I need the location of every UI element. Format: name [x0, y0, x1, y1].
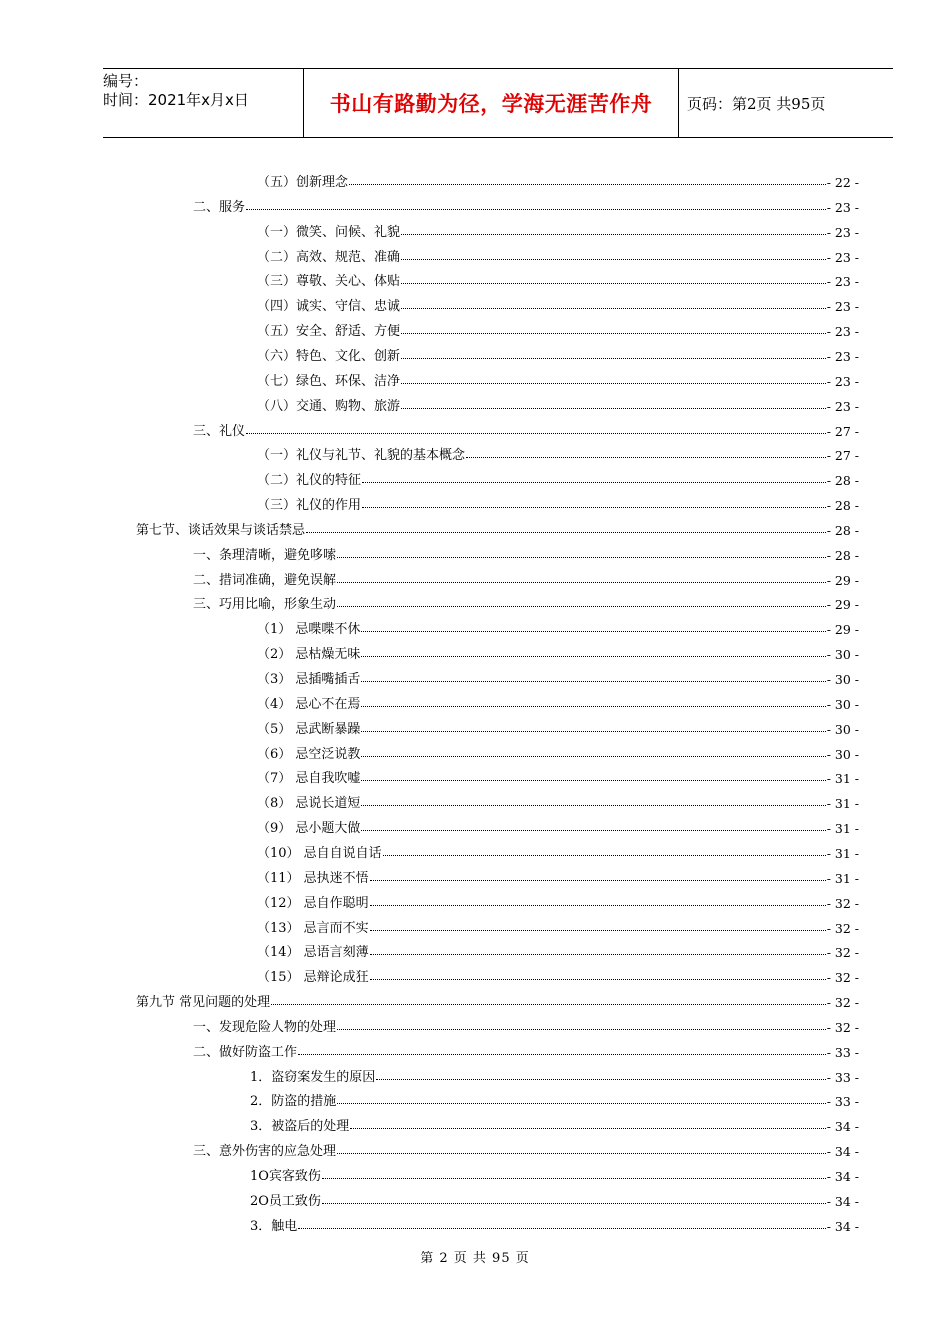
toc-entry-page: - 30 - — [826, 672, 859, 687]
toc-dot-leader — [350, 1128, 825, 1129]
toc-dot-leader — [349, 184, 826, 185]
toc-entry-title: （2） 忌枯燥无味 — [257, 647, 361, 663]
toc-entry[interactable] — [257, 342, 859, 364]
toc-entry-page: - 29 - — [826, 622, 859, 638]
toc-entry-title: （五）创新理念 — [257, 175, 349, 190]
toc-entry-title: （14） 忌语言刻薄 — [257, 945, 369, 961]
toc-entry[interactable] — [193, 193, 859, 215]
toc-entry-page: - 34 - — [826, 1119, 859, 1135]
toc-entry[interactable] — [193, 1038, 859, 1060]
toc-entry-title: （13） 忌言而不实 — [257, 920, 369, 936]
toc-entry[interactable] — [257, 963, 859, 985]
toc-entry-page: - 34 - — [826, 1193, 859, 1209]
document-number-label: 编号： — [103, 72, 149, 90]
toc-entry-title: 第七节、谈话效果与谈话禁忌 — [136, 522, 306, 538]
toc-dot-leader — [401, 383, 826, 384]
toc-dot-leader — [361, 631, 825, 632]
toc-entry-title: 1O宾客致伤 — [250, 1169, 321, 1184]
toc-entry-page: - 33 - — [826, 1044, 859, 1060]
toc-dot-leader — [246, 209, 826, 210]
toc-dot-leader — [361, 731, 825, 732]
toc-entry[interactable] — [193, 541, 859, 563]
toc-entry-page: - 30 - — [826, 696, 859, 712]
toc-entry-page: - 28 - — [826, 498, 859, 514]
toc-entry-title: （一）礼仪与礼节、礼貌的基本概念 — [257, 448, 466, 464]
toc-entry[interactable] — [257, 740, 859, 762]
toc-dot-leader — [370, 905, 826, 906]
toc-dot-leader — [401, 283, 826, 284]
toc-entry-page: - 31 - — [826, 845, 859, 861]
toc-dot-leader — [337, 1029, 826, 1030]
toc-entry[interactable] — [257, 764, 859, 786]
toc-dot-leader — [306, 532, 826, 533]
toc-entry-page: - 23 - — [826, 348, 859, 364]
toc-entry[interactable] — [250, 1087, 859, 1109]
page-footer: 第 2 页 共 95 页 — [420, 1251, 530, 1266]
toc-entry-title: （11） 忌执迷不悟 — [257, 870, 369, 886]
toc-dot-leader — [298, 1054, 826, 1055]
toc-dot-leader — [322, 1178, 826, 1179]
toc-dot-leader — [361, 681, 825, 682]
toc-dot-leader — [361, 805, 825, 806]
toc-entry-title: 二、做好防盗工作 — [193, 1044, 298, 1060]
toc-entry-page: - 32 - — [826, 920, 859, 936]
toc-dot-leader — [401, 259, 826, 260]
toc-entry[interactable] — [257, 292, 859, 314]
toc-entry-page: - 31 - — [826, 821, 859, 837]
toc-entry-page: - 27 - — [826, 423, 859, 439]
toc-dot-leader — [361, 756, 825, 757]
toc-entry-title: （8） 忌说长道短 — [257, 796, 361, 812]
toc-entry-page: - 34 - — [826, 1144, 859, 1160]
toc-entry-title: （1） 忌喋喋不休 — [257, 622, 361, 638]
toc-entry-title: 二、服务 — [193, 199, 246, 215]
toc-dot-leader — [401, 308, 826, 309]
toc-dot-leader — [370, 954, 826, 955]
toc-entry-page: - 33 - — [826, 1094, 859, 1110]
page-header — [103, 68, 893, 138]
toc-dot-leader — [401, 333, 826, 334]
toc-entry[interactable] — [193, 566, 859, 588]
toc-entry[interactable] — [257, 267, 859, 289]
toc-entry-page: - 31 - — [826, 796, 859, 812]
header-page-info: 页码：第2页 共95页 — [687, 94, 826, 113]
toc-dot-leader — [401, 408, 826, 409]
toc-entry-page: - 34 - — [826, 1218, 859, 1234]
toc-entry-page: - 30 - — [826, 746, 859, 762]
toc-entry-page: - 22 - — [826, 175, 859, 190]
toc-entry-title: 二、措词准确，避免误解 — [193, 572, 337, 588]
toc-dot-leader — [370, 979, 826, 980]
toc-dot-leader — [337, 557, 826, 558]
toc-entry[interactable] — [257, 839, 859, 861]
toc-entry-title: （3） 忌插嘴插舌 — [257, 672, 361, 687]
toc-entry-page: - 30 - — [826, 721, 859, 737]
toc-entry-page: - 23 - — [826, 398, 859, 414]
toc-entry[interactable] — [257, 317, 859, 339]
toc-entry-title: （5） 忌武断暴躁 — [257, 721, 361, 737]
toc-entry-title: （4） 忌心不在焉 — [257, 696, 361, 712]
toc-entry-title: 2O员工致伤 — [250, 1193, 321, 1209]
toc-entry-title: （四）诚实、守信、忠诚 — [257, 299, 401, 315]
toc-entry-title: （6） 忌空泛说教 — [257, 746, 361, 762]
toc-entry[interactable] — [257, 864, 859, 886]
toc-entry-page: - 29 - — [826, 597, 859, 613]
toc-dot-leader — [401, 358, 826, 359]
toc-dot-leader — [246, 433, 826, 434]
toc-entry[interactable] — [257, 168, 859, 190]
toc-entry-page: - 23 - — [826, 199, 859, 215]
toc-entry-title: 一、发现危险人物的处理 — [193, 1019, 337, 1035]
toc-dot-leader — [370, 880, 826, 881]
toc-dot-leader — [362, 482, 826, 483]
toc-entry-title: （七）绿色、环保、洁净 — [257, 373, 401, 389]
toc-entry[interactable] — [257, 814, 859, 836]
toc-entry-title: （五）安全、舒适、方便 — [257, 324, 401, 340]
toc-dot-leader — [361, 830, 825, 831]
toc-dot-leader — [370, 930, 826, 931]
toc-entry-title: （二）礼仪的特征 — [257, 473, 362, 489]
toc-entry-page: - 29 - — [826, 572, 859, 588]
toc-dot-leader — [337, 582, 826, 583]
toc-entry-title: 三、巧用比喻，形象生动 — [193, 597, 337, 613]
toc-entry[interactable] — [250, 1187, 859, 1209]
toc-entry-page: - 23 - — [826, 249, 859, 265]
toc-entry-page: - 31 - — [826, 870, 859, 886]
toc-entry[interactable] — [250, 1063, 859, 1085]
toc-entry[interactable] — [250, 1212, 859, 1234]
toc-entry[interactable] — [257, 218, 859, 240]
toc-entry[interactable] — [257, 392, 859, 414]
toc-entry-title: （六）特色、文化、创新 — [257, 348, 401, 364]
toc-entry[interactable] — [257, 243, 859, 265]
toc-entry-title: 3．被盗后的处理 — [250, 1119, 350, 1135]
toc-entry[interactable] — [257, 665, 859, 687]
toc-entry[interactable] — [193, 1013, 859, 1035]
toc-entry-page: - 32 - — [826, 1019, 859, 1035]
toc-entry-title: 三、意外伤害的应急处理 — [193, 1144, 337, 1160]
toc-entry[interactable] — [257, 914, 859, 936]
toc-entry-page: - 32 - — [826, 995, 859, 1011]
toc-entry-page: - 31 - — [826, 771, 859, 787]
toc-entry-title: （八）交通、购物、旅游 — [257, 398, 401, 414]
toc-entry-page: - 30 - — [826, 647, 859, 663]
toc-entry[interactable] — [193, 590, 859, 612]
toc-entry-title: （一）微笑、问候、礼貌 — [257, 224, 401, 240]
toc-entry[interactable] — [257, 441, 859, 463]
toc-dot-leader — [271, 1004, 826, 1005]
toc-entry[interactable] — [257, 491, 859, 513]
toc-entry-page: - 23 - — [826, 373, 859, 389]
toc-entry-title: （二）高效、规范、准确 — [257, 249, 401, 265]
toc-entry-title: （7） 忌自我吹嘘 — [257, 771, 361, 787]
toc-entry-page: - 32 - — [826, 945, 859, 961]
toc-entry[interactable] — [250, 1112, 859, 1134]
toc-dot-leader — [337, 606, 826, 607]
toc-entry[interactable] — [257, 466, 859, 488]
toc-dot-leader — [362, 507, 826, 508]
toc-dot-leader — [337, 1103, 825, 1104]
toc-dot-leader — [337, 1153, 826, 1154]
toc-entry-page: - 23 - — [826, 299, 859, 315]
toc-entry-title: 一、条理清晰，避免哆嗦 — [193, 547, 337, 563]
toc-entry-page: - 23 - — [826, 224, 859, 240]
toc-entry[interactable] — [257, 367, 859, 389]
toc-entry[interactable] — [136, 516, 859, 538]
toc-entry-title: 第九节 常见问题的处理 — [136, 995, 271, 1011]
toc-entry[interactable] — [136, 988, 859, 1010]
toc-entry-page: - 23 - — [826, 274, 859, 290]
toc-entry[interactable] — [257, 715, 859, 737]
toc-entry-page: - 32 - — [826, 895, 859, 911]
toc-dot-leader — [361, 780, 825, 781]
toc-entry[interactable] — [257, 615, 859, 637]
toc-entry-page: - 28 - — [826, 473, 859, 489]
toc-dot-leader — [322, 1203, 826, 1204]
toc-entry-title: 3．触电 — [250, 1218, 298, 1234]
toc-entry-page: - 27 - — [826, 448, 859, 464]
toc-entry[interactable] — [193, 417, 859, 439]
toc-entry-title: （15） 忌辩论成狂 — [257, 970, 369, 986]
toc-entry[interactable] — [250, 1162, 859, 1184]
toc-dot-leader — [401, 234, 826, 235]
toc-entry-page: - 33 - — [826, 1069, 859, 1085]
header-page-cell — [679, 69, 893, 137]
header-motto: 书山有路勤为径，学海无涯苦作舟 — [329, 91, 653, 116]
toc-entry-title: （9） 忌小题大做 — [257, 821, 361, 837]
toc-entry-page: - 28 - — [826, 547, 859, 563]
toc-entry[interactable] — [257, 938, 859, 960]
toc-entry-page: - 34 - — [826, 1169, 859, 1184]
toc-entry-title: （12） 忌自作聪明 — [257, 895, 369, 911]
toc-entry-page: - 28 - — [826, 522, 859, 538]
toc-dot-leader — [361, 656, 825, 657]
toc-entry-title: （三）尊敬、关心、体贴 — [257, 274, 401, 290]
toc-entry-page: - 32 - — [826, 970, 859, 986]
toc-entry[interactable] — [257, 789, 859, 811]
header-meta — [103, 69, 303, 137]
toc-entry-title: 三、礼仪 — [193, 423, 246, 439]
toc-entry[interactable] — [193, 1137, 859, 1159]
toc-entry-title: （10） 忌自自说自话 — [257, 845, 382, 861]
toc-entry[interactable] — [257, 889, 859, 911]
toc-entry-title: （三）礼仪的作用 — [257, 498, 362, 514]
toc-dot-leader — [376, 1079, 825, 1080]
toc-entry[interactable] — [257, 640, 859, 662]
toc-dot-leader — [466, 457, 826, 458]
document-date: 时间：2021年x月x日 — [103, 91, 249, 109]
header-motto-cell — [303, 69, 679, 137]
toc-entry[interactable] — [257, 690, 859, 712]
toc-entry-page: - 23 - — [826, 324, 859, 340]
toc-dot-leader — [383, 855, 826, 856]
toc-dot-leader — [361, 706, 825, 707]
toc-entry-title: 1．盗窃案发生的原因 — [250, 1069, 376, 1085]
toc-entry-title: 2．防盗的措施 — [250, 1094, 337, 1110]
toc-dot-leader — [298, 1228, 825, 1229]
